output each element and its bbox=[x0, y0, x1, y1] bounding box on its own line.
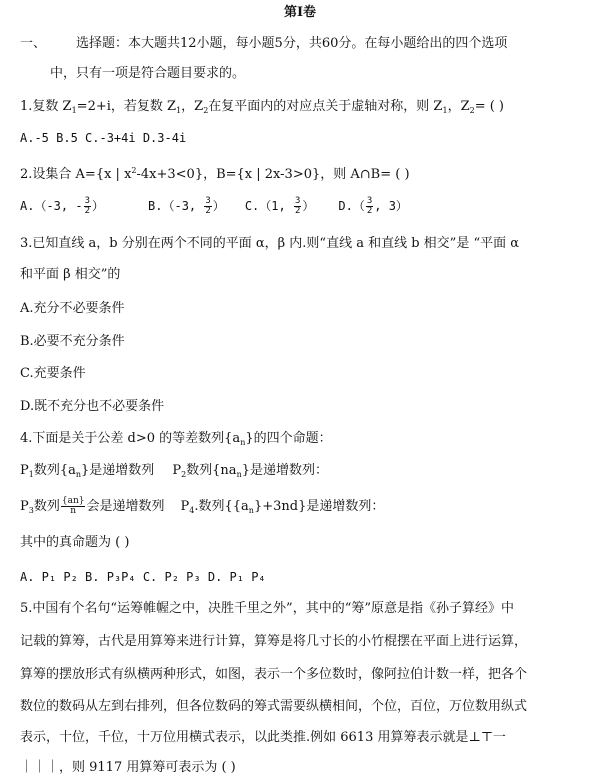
q2-option-d: D.（ $\frac{3}{2}$ , 3） bbox=[338, 196, 408, 216]
q1-text-part: =2+i，若复数 Z bbox=[76, 99, 177, 114]
q3-option-c: C.充要条件 bbox=[20, 366, 86, 381]
section-heading bbox=[20, 36, 507, 52]
question-5-line4: 数位的数码从左到右排列，但各位数码的筹式需要纵横相间，个位，百位，万位数用纵式 bbox=[20, 699, 528, 714]
q1-text-part: 在复平面内的对应点关于虚轴对称，则 Z bbox=[208, 99, 443, 114]
q1-text-part: ，Z bbox=[447, 99, 470, 114]
question-5-line6: ｜｜｜，则 9117 用算筹可表示为 ( ) bbox=[20, 760, 236, 775]
q1-subscript: 1 bbox=[176, 106, 182, 115]
q2-superscript: 2 bbox=[131, 166, 137, 175]
question-3-line1: 3.已知直线 a，b 分别在两个不同的平面 α，β 内.则“直线 a 和直线 b 相交”是 “平面 α bbox=[20, 236, 520, 251]
question-5-line5: 表示，十位，千位，十万位用横式表示，以此类推.例如 6613 用算筹表示就是⊥⊤一 bbox=[20, 730, 506, 745]
q3-option-a: A.充分不必要条件 bbox=[20, 301, 125, 316]
q4-proposition-p2: $P_2$数列$\{na_n\}$是递增数列： bbox=[172, 463, 328, 479]
q1-text-part: ，Z bbox=[181, 99, 204, 114]
q1-subscript: 2 bbox=[203, 106, 209, 115]
q1-text-part: = ( ) bbox=[474, 99, 505, 114]
q4-proposition-p1: $P_1$数列$\{a_n\}$是递增数列 bbox=[20, 463, 155, 479]
q4-propositions-p3-p4 bbox=[20, 497, 384, 519]
question-3-line2: 和平面 β 相交”的 bbox=[20, 267, 121, 282]
section-number: 一、 bbox=[20, 36, 47, 51]
question-5-line2: 记载的算筹，古代是用算筹来进行计算，算筹是将几寸长的小竹棍摆在平面上进行运算， bbox=[20, 634, 528, 649]
q3-option-d: D.既不充分也不必要条件 bbox=[20, 399, 165, 414]
q2-options bbox=[20, 197, 408, 216]
question-5-line1: 5.中国有个名句“运筹帷幄之中，决胜千里之外”，其中的“筹”原意是指《孙子算经》中 bbox=[20, 601, 514, 616]
question-1 bbox=[20, 99, 504, 119]
q4-options: A. P₁ P₂ B. P₃P₄ C. P₂ P₃ D. P₁ P₄ bbox=[20, 570, 266, 584]
q3-option-b: B.必要不充分条件 bbox=[20, 334, 125, 349]
q1-text-part: 1.复数 Z bbox=[20, 99, 72, 114]
q2-option-a: A.（-3, - $\frac{3}{2}$ ） bbox=[20, 196, 105, 216]
question-2 bbox=[20, 163, 410, 183]
section-intro-line2: 中，只有一项是符合题目要求的。 bbox=[50, 66, 246, 81]
q4-question: 其中的真命题为 ( ) bbox=[20, 535, 130, 550]
page-title: 第Ⅰ卷 bbox=[283, 5, 317, 20]
question-4: 4.下面是关于公差 d>0 的等差数列$\{a_n\}$的四个命题： bbox=[20, 431, 332, 447]
q4-propositions-p1-p2 bbox=[20, 463, 328, 483]
question-5-line3: 算筹的摆放形式有纵横两种形式，如图，表示一个多位数时，像阿拉伯计数一样，把各个 bbox=[20, 667, 528, 682]
q1-options: A.-5 B.5 C.-3+4i D.3-4i bbox=[20, 131, 187, 145]
q2-text-part: 2.设集合 A={x | x bbox=[20, 167, 132, 182]
q2-option-c: C.（1, $\frac{3}{2}$ ） bbox=[244, 196, 315, 216]
q1-subscript: 2 bbox=[469, 106, 475, 115]
q2-text-part: -4x+3<0}，B={x | 2x-3>0}，则 A∩B= ( ) bbox=[136, 167, 410, 182]
q1-subscript: 1 bbox=[442, 106, 448, 115]
q4-proposition-p3: $P_3$数列 $\frac{\{an\}}{n}$ 会是递增数列 bbox=[20, 496, 165, 516]
q1-subscript: 1 bbox=[71, 106, 77, 115]
q2-option-b: B.（-3, $\frac{3}{2}$ ） bbox=[148, 196, 225, 216]
section-intro-line1: 选择题：本大题共12小题，每小题5分，共60分。在每小题给出的四个选项 bbox=[76, 36, 508, 51]
q4-proposition-p4: $P_4$.数列$\{\{a_n\}+3nd\}$是递增数列： bbox=[180, 499, 385, 515]
